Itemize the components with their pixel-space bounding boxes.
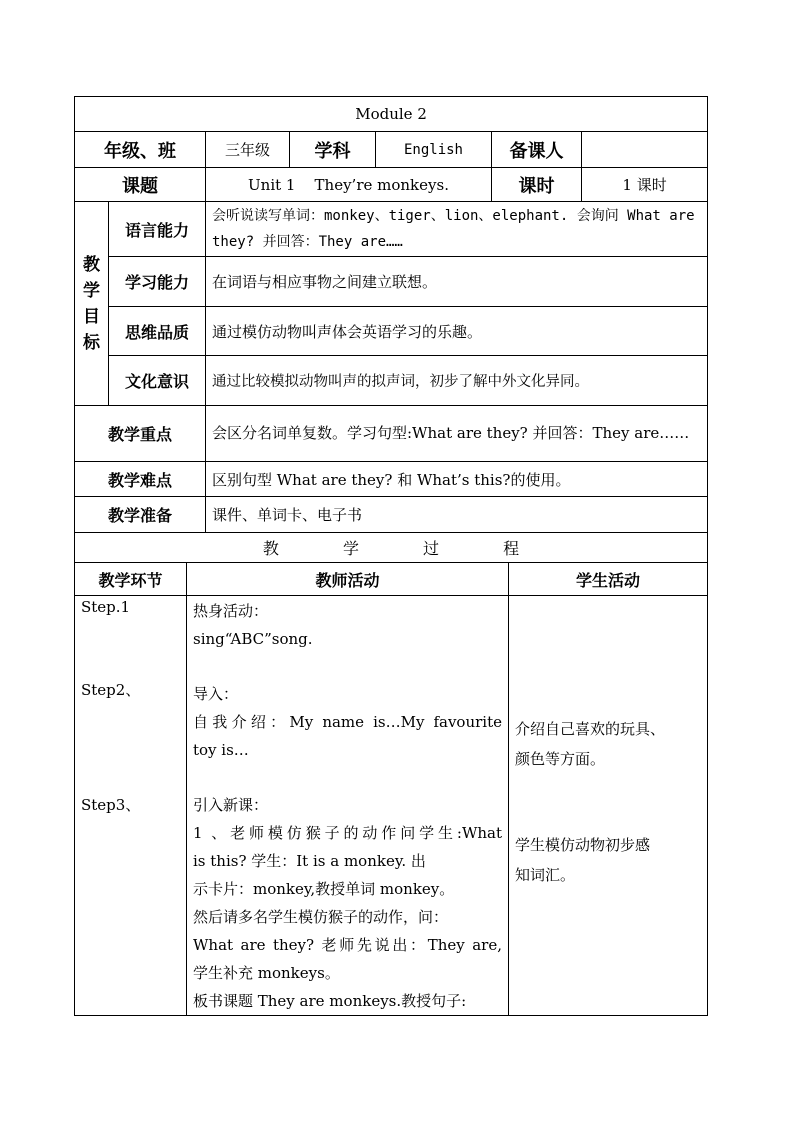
goals-side-char: 目 — [83, 306, 100, 327]
teacher-line: 引入新课： — [193, 796, 269, 814]
topic-value: Unit 1 They’re monkeys. — [206, 168, 492, 202]
preparer-value — [582, 132, 708, 168]
hours-value: 1 课时 — [582, 168, 708, 202]
key-points-label: 教学重点 — [75, 406, 206, 462]
lesson-info-table — [74, 96, 708, 533]
hours-label: 课时 — [492, 168, 582, 202]
preparer-label: 备课人 — [492, 132, 582, 168]
teacher-line: 自我介绍：My name is…My favourite — [193, 713, 502, 731]
process-title — [75, 533, 708, 563]
teacher-line: What are they? 老师先说出：They are, — [193, 936, 502, 954]
student-line: 介绍自己喜欢的玩具、 — [515, 720, 666, 738]
grade-label: 年级、班 — [75, 132, 206, 168]
teacher-line: sing“ABC”song. — [193, 630, 313, 648]
goal-text-thinking: 通过模仿动物叫声体会英语学习的乐趣。 — [206, 307, 708, 356]
goal-label-language: 语言能力 — [109, 202, 206, 257]
preparation-text: 课件、单词卡、电子书 — [206, 497, 708, 533]
header-teacher: 教师活动 — [187, 563, 509, 596]
difficulties-label: 教学难点 — [75, 462, 206, 497]
teacher-line: 然后请多名学生模仿猴子的动作，问： — [193, 908, 449, 926]
goal-text-learning: 在词语与相应事物之间建立联想。 — [206, 257, 708, 307]
process-title-char: 过 — [423, 539, 440, 558]
step-label: Step.1 — [81, 598, 131, 616]
grade-value: 三年级 — [206, 132, 290, 168]
teaching-process-table — [74, 532, 708, 1016]
teacher-line: 1 、老师模仿猴子的动作问学生:What — [193, 824, 502, 842]
teacher-line: 学生补充 monkeys。 — [193, 964, 340, 982]
process-title-char: 学 — [342, 539, 359, 558]
student-line: 知词汇。 — [515, 866, 576, 884]
process-title-char: 教 — [262, 539, 279, 558]
difficulties-text: 区别句型 What are they? 和 What’s this?的使用。 — [206, 462, 708, 497]
key-points-text: 会区分名词单复数。学习句型:What are they? 并回答：They are…… — [206, 406, 708, 462]
header-student: 学生活动 — [509, 563, 708, 596]
steps-column — [75, 596, 187, 1016]
teacher-line: 热身活动： — [193, 602, 269, 620]
header-step: 教学环节 — [75, 563, 187, 596]
goal-label-learning: 学习能力 — [109, 257, 206, 307]
step-label: Step2、 — [81, 681, 141, 699]
topic-label: 课题 — [75, 168, 206, 202]
student-line: 学生模仿动物初步感 — [515, 836, 651, 854]
teacher-line: 示卡片：monkey,教授单词 monkey。 — [193, 880, 455, 898]
goals-side-char: 标 — [83, 332, 100, 353]
student-line: 颜色等方面。 — [515, 750, 606, 768]
teacher-line: is this? 学生：It is a monkey. 出 — [193, 852, 426, 870]
step-label: Step3、 — [81, 796, 141, 814]
teacher-activities — [187, 596, 509, 1016]
goals-side-char: 学 — [83, 280, 100, 301]
goal-text-language: 会听说读写单词：monkey、tiger、lion、elephant. 会询问 What are they? 并回答：They are…… — [206, 202, 708, 257]
teacher-line: toy is… — [193, 741, 249, 759]
subject-label: 学科 — [290, 132, 376, 168]
teacher-line: 板书课题 They are monkeys.教授句子: — [193, 992, 467, 1010]
student-activities — [509, 596, 708, 1016]
goal-text-culture: 通过比较模拟动物叫声的拟声词，初步了解中外文化异同。 — [206, 356, 708, 406]
goal-label-culture: 文化意识 — [109, 356, 206, 406]
teacher-line: 导入： — [193, 685, 239, 703]
module-title: Module 2 — [75, 97, 708, 132]
goals-side-char: 教 — [83, 254, 100, 275]
goal-label-thinking: 思维品质 — [109, 307, 206, 356]
subject-value: English — [376, 132, 492, 168]
goals-side-label — [75, 202, 109, 406]
process-title-char: 程 — [503, 539, 520, 558]
preparation-label: 教学准备 — [75, 497, 206, 533]
